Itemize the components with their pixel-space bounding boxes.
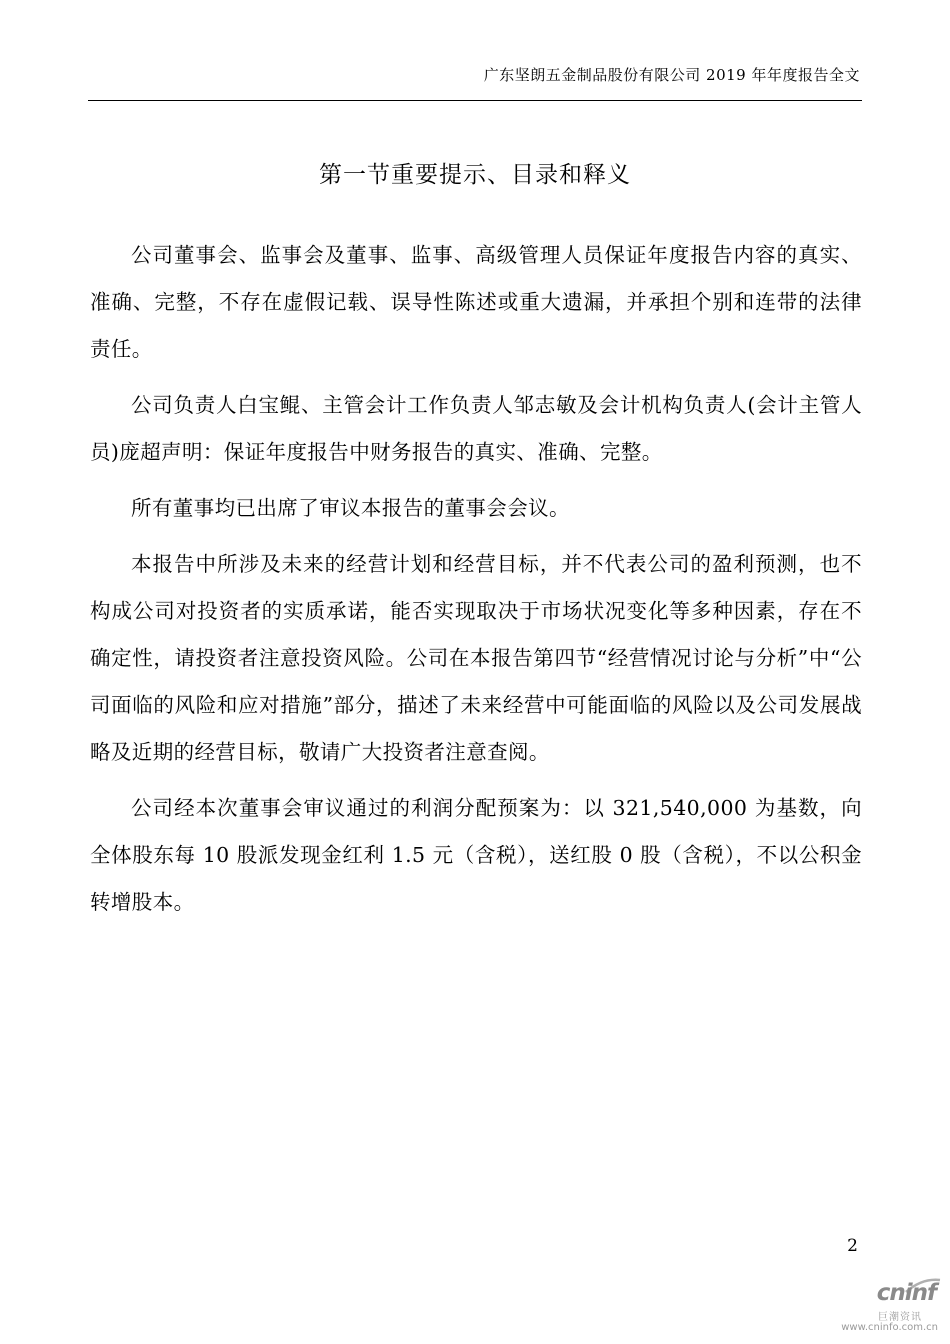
page-number: 2	[847, 1236, 858, 1256]
cninfo-logo-cn: 巨潮资讯	[878, 1312, 922, 1323]
paragraph-forward-looking: 本报告中所涉及未来的经营计划和经营目标，并不代表公司的盈利预测，也不构成公司对投资者的实质承诺，能否实现取决于市场状况变化等多种因素，存在不确定性，请投资者注意投资风险。公司在本报告第四节“经营情况讨论与分析”中“公司面临的风险和应对措施”部分，描述了未来经营中可能面临的风险以及公司发展战略及近期的经营目标，敬请广大投资者注意查阅。	[90, 552, 862, 764]
paragraph-profit-distribution: 公司经本次董事会审议通过的利润分配预案为：以 321,540,000 为基数，向全体股东每 10 股派发现金红利 1.5 元（含税），送红股 0 股（含税），不以公积金转增股本。	[90, 796, 862, 914]
cninfo-logo-text: cninf	[876, 1280, 936, 1306]
header-divider	[88, 100, 862, 101]
running-header: 广东坚朗五金制品股份有限公司 2019 年年度报告全文	[483, 66, 860, 84]
paragraph-responsible-persons: 公司负责人白宝鲲、主管会计工作负责人邹志敏及会计机构负责人(会计主管人员)庞超声明：保证年度报告中财务报告的真实、准确、完整。	[90, 393, 862, 464]
paragraph-directors-attendance: 所有董事均已出席了审议本报告的董事会会议。	[131, 496, 570, 520]
paragraph-board-guarantee: 公司董事会、监事会及董事、监事、高级管理人员保证年度报告内容的真实、准确、完整，不存在虚假记载、误导性陈述或重大遗漏，并承担个别和连带的法律责任。	[90, 243, 862, 361]
body-text	[90, 232, 862, 935]
section-title: 第一节重要提示、目录和释义	[319, 162, 631, 188]
cninfo-watermark	[812, 1280, 942, 1340]
cninfo-url: www.cninfo.com.cn	[841, 1322, 938, 1333]
